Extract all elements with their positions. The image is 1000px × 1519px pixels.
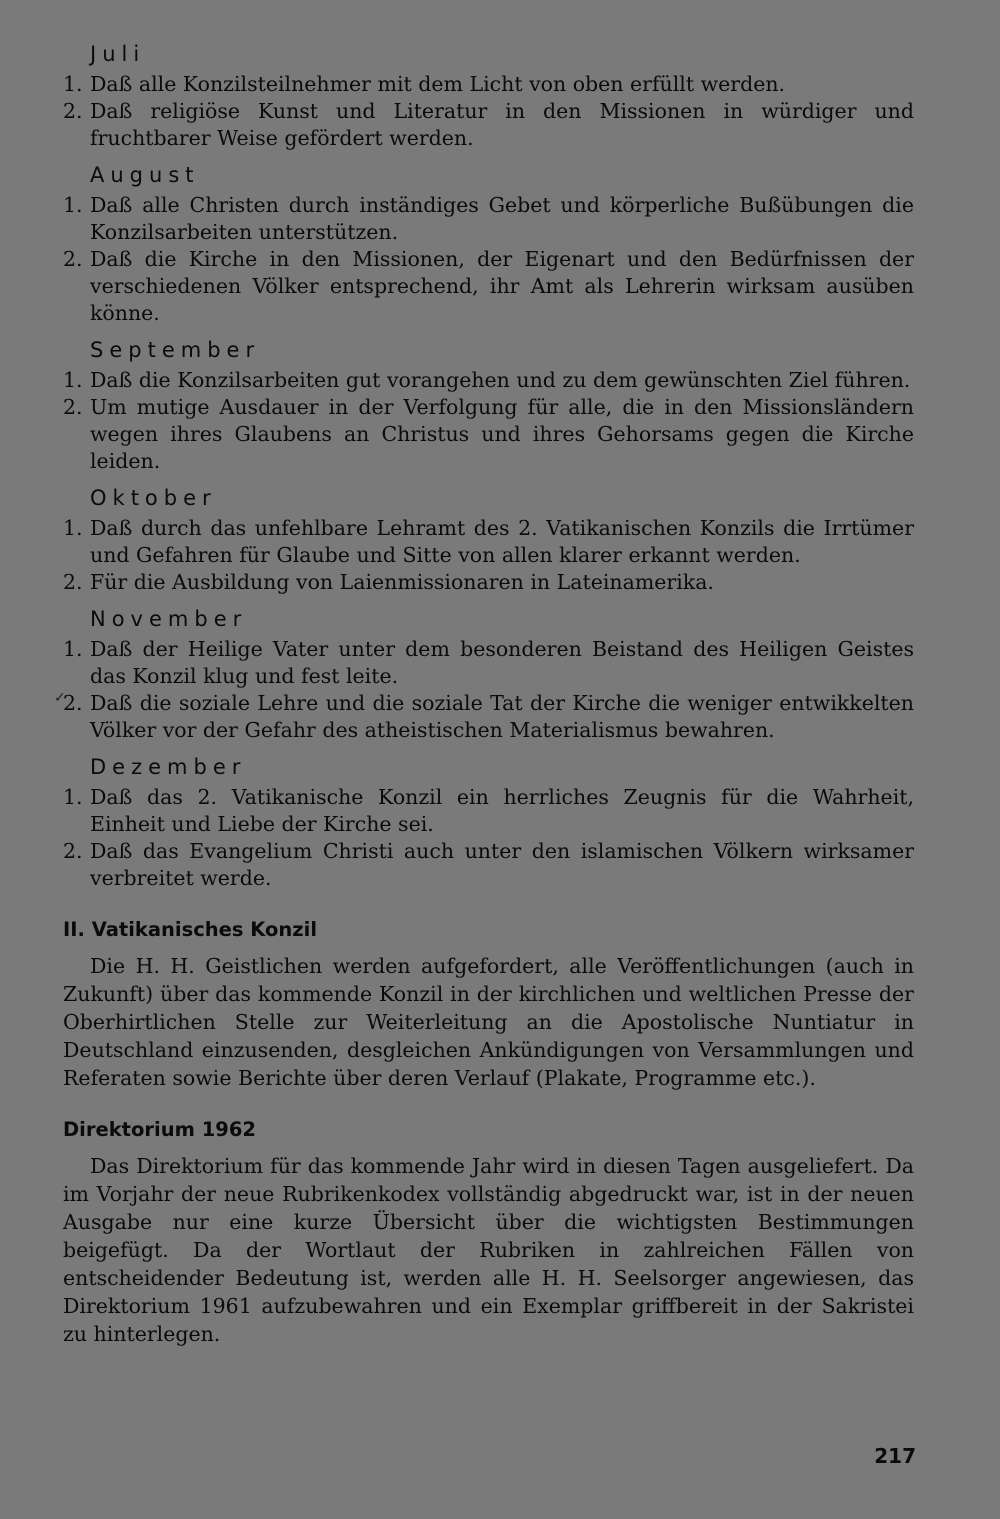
margin-check-mark: ✓ (54, 690, 66, 706)
item-text: Daß religiöse Kunst und Literatur in den Missionen in würdiger und fruchtbarer Weise gefördert werden. (90, 99, 914, 150)
item-text: Daß der Heilige Vater unter dem besonderen Beistand des Heiligen Geistes das Konzil klug und fest leite. (90, 637, 914, 688)
intention-item (63, 636, 914, 690)
month-heading: Dezember (90, 755, 247, 779)
item-number: 2. (63, 247, 83, 271)
item-number: 1. (63, 72, 83, 96)
item-text: Daß alle Christen durch inständiges Gebet und körperliche Bußübungen die Konzilsarbeiten unterstützen. (90, 193, 914, 244)
month-heading: Juli (90, 42, 146, 66)
item-text: Daß die soziale Lehre und die soziale Tat der Kirche die weniger entwikkelten Völker vor der Gefahr des atheistischen Materialismus bewahren. (90, 691, 914, 742)
intention-item (63, 367, 914, 394)
item-text: Für die Ausbildung von Laienmissionaren in Lateinamerika. (90, 570, 714, 594)
section-title: II. Vatikanisches Konzil (63, 918, 318, 941)
section-paragraph: Die H. H. Geistlichen werden aufgefordert, alle Veröffentlichungen (auch in Zukunft) über das kommende Konzil in der kirchlichen und weltlichen Presse der Oberhirtlichen Stelle zur Weiterleitung an die Apostolische Nuntiatur in Deutschland einzusenden, desgleichen Ankündigungen von Versammlungen und Referaten sowie Berichte über deren Verlauf (Plakate, Programme etc.). (63, 954, 914, 1090)
item-number: 1. (63, 785, 83, 809)
item-text: Daß die Konzilsarbeiten gut vorangehen und zu dem gewünschten Ziel führen. (90, 368, 911, 392)
intention-list (63, 636, 914, 744)
intention-item (63, 784, 914, 838)
intention-item (63, 98, 914, 152)
page-number: 217 (874, 1444, 916, 1468)
item-number: 2. (63, 691, 83, 715)
item-text: Daß alle Konzilsteilnehmer mit dem Licht von oben erfüllt werden. (90, 72, 786, 96)
intention-item (63, 192, 914, 246)
item-text: Daß das Evangelium Christi auch unter den islamischen Völkern wirksamer verbreitet werde. (90, 839, 914, 890)
intention-list (63, 515, 914, 596)
section-paragraph: Das Direktorium für das kommende Jahr wird in diesen Tagen ausgeliefert. Da im Vorjahr der neue Rubrikenkodex vollständig abgedruckt war, ist in der neuen Ausgabe nur eine kurze Übersicht über die wichtigsten Bestimmungen beigefügt. Da der Wortlaut der Rubriken in zahlreichen Fällen von entscheidender Bedeutung ist, werden alle H. H. Seelsorger angewiesen, das Direktorium 1961 aufzubewahren und ein Exemplar griffbereit in der Sakristei zu hinterlegen. (63, 1154, 914, 1346)
intention-list (63, 192, 914, 327)
month-heading: November (90, 607, 248, 631)
item-number: 1. (63, 193, 83, 217)
item-number: 2. (63, 570, 83, 594)
section-title: Direktorium 1962 (63, 1118, 256, 1141)
item-number: 2. (63, 839, 83, 863)
item-number: 2. (63, 395, 83, 419)
intention-item (63, 690, 914, 744)
item-number: 1. (63, 516, 83, 540)
intention-item (63, 569, 914, 596)
intention-item (63, 838, 914, 892)
intention-item (63, 246, 914, 327)
item-number: 1. (63, 368, 83, 392)
intention-list (63, 367, 914, 475)
intention-item (63, 515, 914, 569)
announcements (63, 916, 914, 1348)
intention-list (63, 71, 914, 152)
month-heading: August (90, 163, 200, 187)
item-number: 2. (63, 99, 83, 123)
item-number: 1. (63, 637, 83, 661)
item-text: Daß die Kirche in den Missionen, der Eigenart und den Bedürfnissen der verschiedenen Völker entsprechend, ihr Amt als Lehrerin wirksam ausüben könne. (90, 247, 914, 325)
intention-item (63, 71, 914, 98)
item-text: Daß durch das unfehlbare Lehramt des 2. Vatikanischen Konzils die Irrtümer und Gefahren für Glaube und Sitte von allen klarer erkannt werden. (90, 516, 914, 567)
prayer-intentions (63, 40, 914, 892)
item-text: Daß das 2. Vatikanische Konzil ein herrliches Zeugnis für die Wahrheit, Einheit und Liebe der Kirche sei. (90, 785, 914, 836)
intention-item (63, 394, 914, 475)
intention-list (63, 784, 914, 892)
month-heading: Oktober (90, 486, 217, 510)
item-text: Um mutige Ausdauer in der Verfolgung für alle, die in den Missionsländern wegen ihres Glaubens an Christus und ihres Gehorsams gegen die Kirche leiden. (90, 395, 914, 473)
month-heading: September (90, 338, 261, 362)
